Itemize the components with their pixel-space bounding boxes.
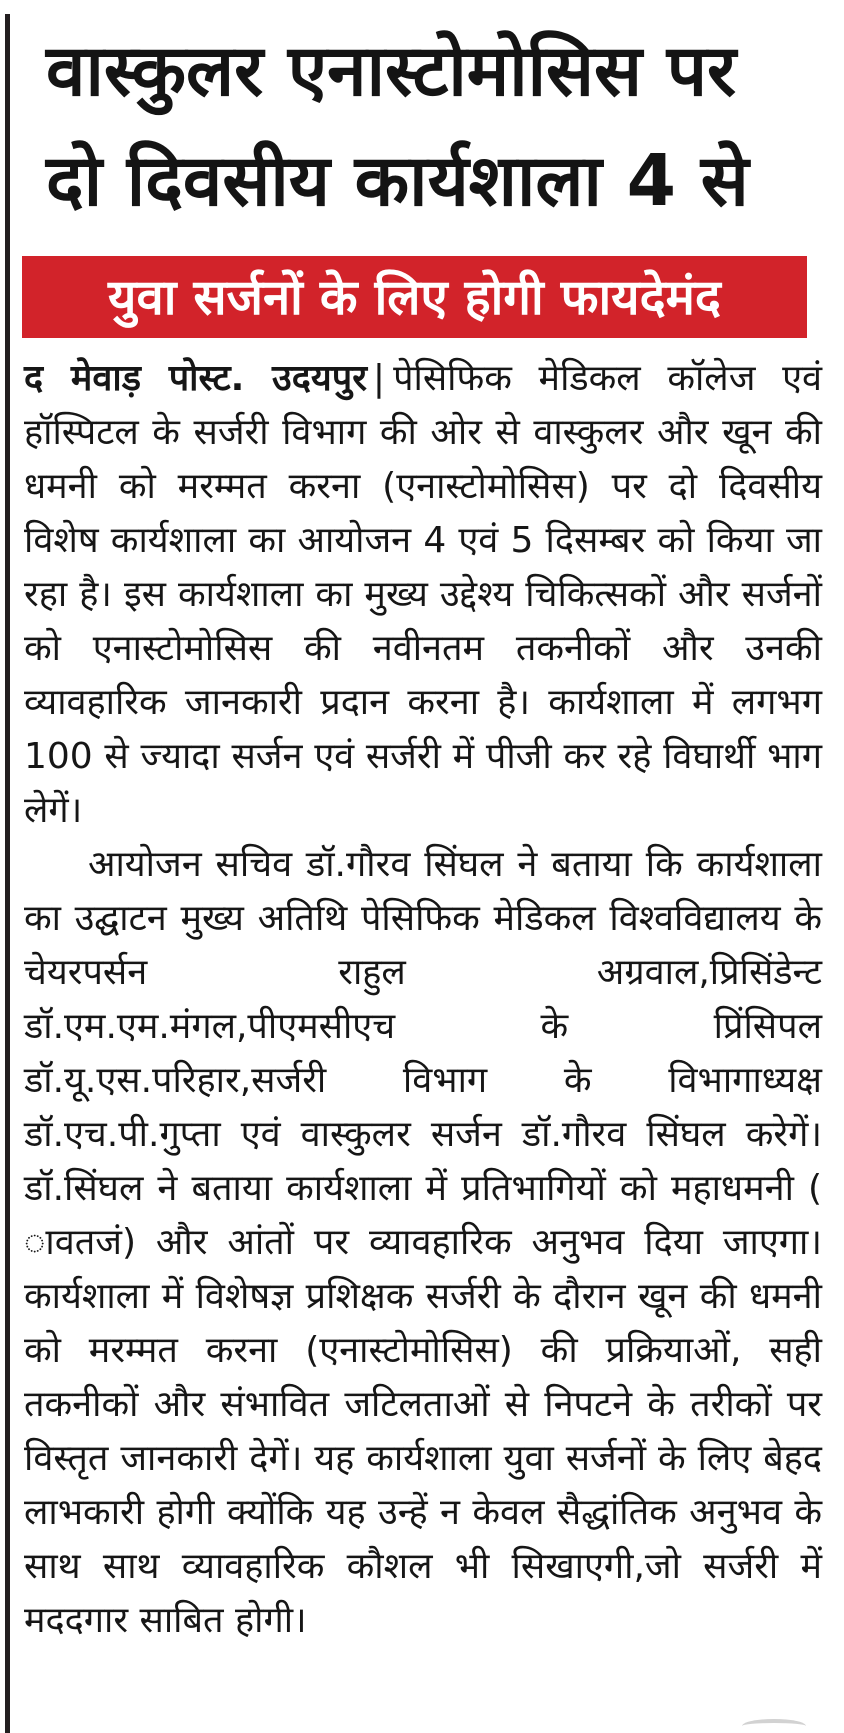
- paragraph-1-text: पेसिफिक मेडिकल कॉलेज एवं हॉस्पिटल के सर्जरी विभाग की ओर से वास्कुलर और खून की धमनी को मरम्मत करना (एनास्टोमोसिस) पर दो दिवसीय विशेष कार्यशाला का आयोजन 4 एवं 5 दिसम्बर को किया जा रहा है। इस कार्यशाला का मुख्य उद्देश्य चिकित्सकों और सर्जनों को एनास्टोमोसिस की नवीनतम तकनीकों और उनकी व्यावहारिक जानकारी प्रदान करना है। कार्यशाला में लगभग 100 से ज्यादा सर्जन एवं सर्जरी में पीजी कर रहे विघार्थी भाग लेगें।: [24, 358, 822, 831]
- column-rule: [5, 14, 10, 1733]
- headline-line-2: दो दिवसीय कार्यशाला 4 से: [46, 139, 749, 223]
- subheadline-text: युवा सर्जनों के लिए होगी फायदेमंद: [108, 268, 721, 326]
- scan-artifact: [742, 1719, 806, 1733]
- paragraph-1: [24, 352, 822, 838]
- subheadline-banner: [22, 256, 807, 338]
- article-body: [24, 352, 822, 1648]
- paragraph-2: आयोजन सचिव डॉ.गौरव सिंघल ने बताया कि कार्यशाला का उद्घाटन मुख्य अतिथि पेसिफिक मेडिकल विश्वविद्यालय के चेयरपर्सन राहुल अग्रवाल,प्रिसिंडेन्ट डॉ.एम.एम.मंगल,पीएमसीएच के प्रिंसिपल डॉ.यू.एस.परिहार,सर्जरी विभाग के विभागाध्यक्ष डॉ.एच.पी.गुप्ता एवं वास्कुलर सर्जन डॉ.गौरव सिंघल करेगें। डॉ.सिंघल ने बताया कार्यशाला में प्रतिभागियों को महाधमनी ( ावतजं) और आंतों पर व्यावहारिक अनुभव दिया जाएगा। कार्यशाला में विशेषज्ञ प्रशिक्षक सर्जरी के दौरान खून की धमनी को मरम्मत करना (एनास्टोमोसिस) की प्रक्रियाओं, सही तकनीकों और संभावित जटिलताओं से निपटने के तरीकों पर विस्तृत जानकारी देगें। यह कार्यशाला युवा सर्जनों के लिए बेहद लाभकारी होगी क्योंकि यह उन्हें न केवल सैद्धांतिक अनुभव के साथ साथ व्यावहारिक कौशल भी सिखाएगी,जो सर्जरी में मददगार साबित होगी।: [24, 844, 822, 1641]
- headline-line-1: वास्कुलर एनास्टोमोसिस पर: [46, 29, 737, 112]
- dateline-separator: |: [372, 358, 386, 399]
- headline: [46, 16, 822, 236]
- dateline: द मेवाड़ पोस्ट. उदयपुर: [24, 358, 367, 399]
